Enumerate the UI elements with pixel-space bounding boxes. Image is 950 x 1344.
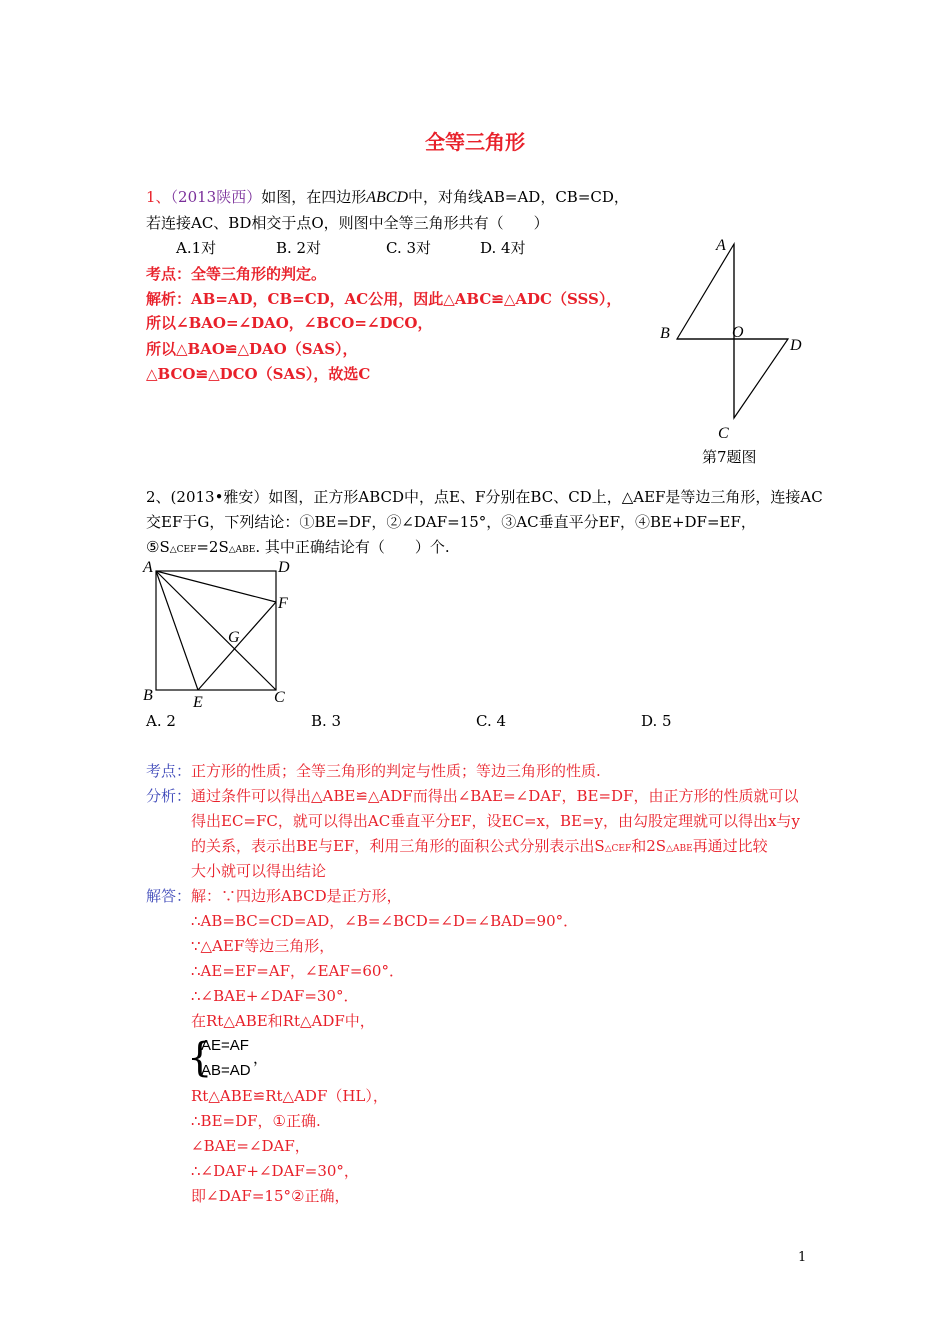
label-f: F — [278, 595, 288, 612]
q2-jieda-1: 解：∵四边形ABCD是正方形， — [191, 887, 402, 905]
label-a: A — [716, 237, 726, 254]
q2-option-c: C. 4 — [476, 712, 507, 730]
q1-stem-b: 中，对角线AB=AD，CB=CD， — [408, 188, 629, 206]
label-b: B — [143, 687, 153, 704]
label-c: C — [274, 689, 285, 706]
label-o: O — [732, 324, 744, 341]
label-d: D — [790, 337, 802, 354]
q2-stem-line2: 交EF于G，下列结论：①BE=DF，②∠DAF=15°，③AC垂直平分EF，④BE+DF=EF， — [146, 513, 756, 531]
segment-ef — [198, 602, 276, 690]
diagonal-ac — [156, 571, 276, 690]
q2-fenxi-2: 得出EC=FC，就可以得出AC垂直平分EF，设EC=x，BE=y，由勾股定理就可以得出x与y — [191, 812, 800, 830]
q2-fenxi-4: 大小就可以得出结论 — [191, 862, 327, 880]
q2-step-3: ∴AE=EF=AF，∠EAF=60°． — [191, 962, 404, 980]
q2-fenxi-sub1: △CEF — [604, 844, 632, 854]
q2-step-1: ∴AB=BC=CD=AD，∠B=∠BCD=∠D=∠BAD=90°． — [191, 912, 579, 930]
label-a: A — [143, 559, 153, 576]
page-title: 全等三角形 — [425, 130, 525, 154]
q2-equation-system — [187, 1032, 267, 1084]
q1-stem-line1 — [146, 187, 629, 208]
q1-source: （2013陕西） — [170, 188, 262, 206]
q1-kaodian: 考点：全等三角形的判定。 — [146, 265, 327, 283]
system-comma: ， — [253, 1049, 269, 1067]
q1-jiexi-2: 所以∠BAO=∠DAO，∠BCO=∠DCO， — [146, 314, 433, 332]
q2-step2-5: 即∠DAF=15°②正确， — [191, 1187, 350, 1205]
q2-option-b: B. 3 — [311, 712, 342, 730]
q2-step-4: ∴∠BAE+∠DAF=30°． — [191, 987, 359, 1005]
q1-stem-a: 如图，在四边形 — [261, 188, 367, 206]
q1-number: 1、 — [146, 188, 171, 206]
system-eq-1: AE=AF — [201, 1037, 249, 1054]
q1-kite-figure — [650, 232, 810, 442]
segment-af — [156, 571, 276, 602]
q2-step2-4: ∴∠DAF+∠DAF=30°， — [191, 1162, 359, 1180]
q1-jiexi-3: 所以△BAO≌△DAO（SAS）， — [146, 340, 358, 358]
q2-fenxi-3b: 和2S — [631, 837, 667, 855]
q2-step-2: ∵△AEF等边三角形， — [191, 937, 335, 955]
q1-option-c: C. 3对 — [386, 239, 432, 257]
q2-square-figure — [140, 556, 300, 712]
q2-kaodian-label: 考点： — [146, 762, 192, 780]
q2-step2-3: ∠BAE=∠DAF， — [191, 1137, 310, 1155]
q2-stem-sub2: △ABE — [228, 545, 256, 555]
q2-fenxi-1: 通过条件可以得出△ABE≌△ADF而得出∠BAE=∠DAF，BE=DF，由正方形的性质就可以 — [191, 787, 799, 805]
label-g: G — [228, 629, 240, 646]
q2-stem-3c: . 其中正确结论有（ ）个. — [255, 538, 450, 556]
q2-fenxi-3c: 再通过比较 — [692, 837, 768, 855]
q1-option-d: D. 4对 — [480, 239, 526, 257]
q2-option-d: D. 5 — [641, 712, 672, 730]
q2-fenxi-sub2: △ABE — [666, 844, 693, 854]
label-b: B — [660, 325, 670, 342]
q2-stem-sub1: △CEF — [169, 545, 197, 555]
q1-jiexi-4: △BCO≌△DCO（SAS），故选C — [146, 365, 371, 383]
q2-step2-1: Rt△ABE≌Rt△ADF（HL）， — [191, 1087, 388, 1105]
q2-stem-3a: ⑤S — [146, 538, 170, 556]
q2-step-5: 在Rt△ABE和Rt△ADF中， — [191, 1012, 375, 1030]
segment-ae — [156, 571, 198, 690]
q2-fenxi-3a: 的关系，表示出BE与EF，利用三角形的面积公式分别表示出S — [191, 837, 605, 855]
q2-fenxi-3 — [191, 836, 768, 859]
label-c: C — [718, 425, 729, 442]
q2-jieda-label: 解答： — [146, 887, 192, 905]
q2-stem-3b: =2S — [196, 538, 229, 556]
q1-stem-line2: 若连接AC、BD相交于点O，则图中全等三角形共有（ ） — [146, 214, 549, 232]
label-d: D — [278, 559, 290, 576]
brace-symbol: { — [187, 1035, 213, 1081]
system-eq-2: AB=AD — [201, 1062, 251, 1079]
q2-option-a: A. 2 — [146, 712, 176, 730]
q2-fenxi-label: 分析： — [146, 787, 192, 805]
q2-kaodian-text: 正方形的性质；全等三角形的判定与性质；等边三角形的性质. — [191, 762, 601, 780]
label-e: E — [193, 694, 203, 711]
q2-stem-line1: 2、(2013•雅安）如图，正方形ABCD中，点E、F分别在BC、CD上，△AEF是等边三角形，连接AC — [146, 488, 823, 506]
q1-option-b: B. 2对 — [276, 239, 322, 257]
q1-figure-caption: 第7题图 — [702, 448, 757, 466]
q2-kaodian — [146, 761, 601, 781]
q1-stem-math: ABCD — [366, 189, 409, 206]
q1-jiexi-1: 解析：AB=AD，CB=CD，AC公用，因此△ABC≌△ADC（SSS）， — [146, 290, 622, 308]
q1-option-a: A.1对 — [176, 239, 217, 257]
q2-step2-2: ∴BE=DF，①正确. — [191, 1112, 321, 1130]
page-number: 1 — [798, 1250, 807, 1265]
